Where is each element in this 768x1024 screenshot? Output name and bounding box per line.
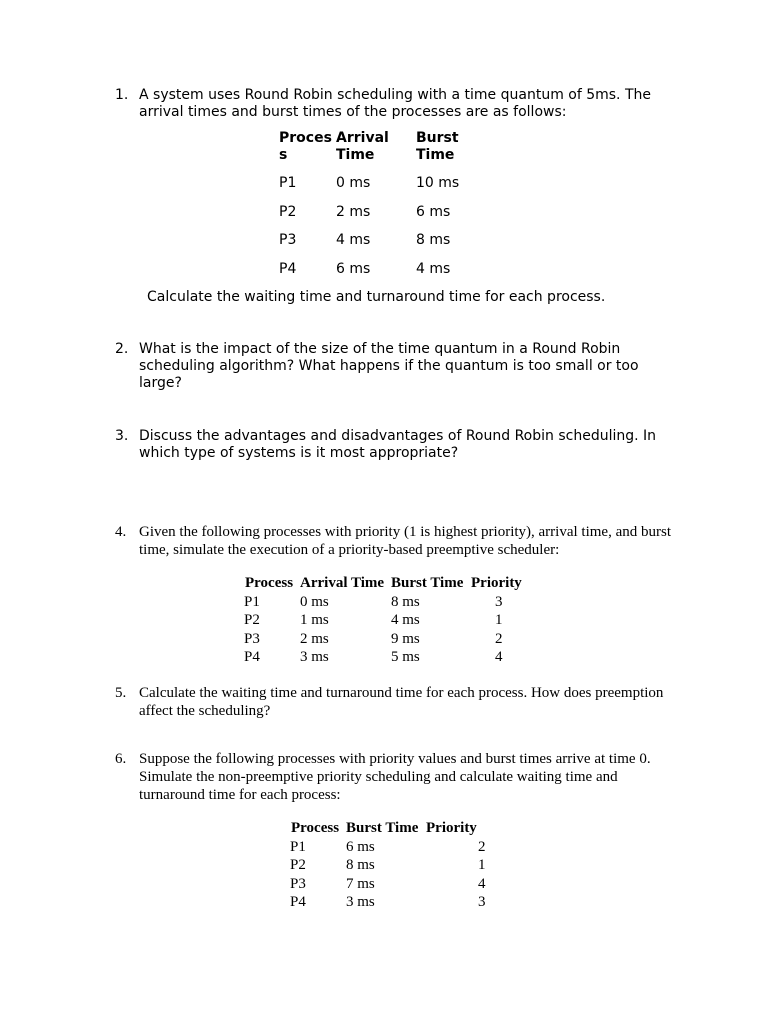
table-cell: 4 ms xyxy=(391,612,420,628)
table-row xyxy=(244,648,526,667)
column-header-arrival-time: Arrival Time xyxy=(336,130,389,163)
table-cell: 1 xyxy=(478,857,486,873)
table-cell: P2 xyxy=(290,857,306,873)
table-cell: 2 ms xyxy=(336,203,371,220)
column-header-process: Process xyxy=(291,820,340,836)
table-cell: 1 ms xyxy=(300,612,329,628)
round-robin-process-table xyxy=(279,130,476,289)
question-number: 3. xyxy=(115,428,129,444)
question-number: 2. xyxy=(115,341,129,357)
column-header-process: Proces s xyxy=(279,130,332,163)
table-row xyxy=(279,204,476,233)
table-cell: 3 ms xyxy=(300,649,329,665)
table-header-row xyxy=(279,130,476,175)
table-cell: 8 ms xyxy=(391,593,420,610)
table-cell: 5 ms xyxy=(391,649,420,665)
table-cell: P1 xyxy=(279,175,297,191)
table-cell: 4 xyxy=(478,875,486,892)
table-cell: 7 ms xyxy=(346,875,375,892)
table-row xyxy=(279,232,476,261)
table-row xyxy=(290,838,486,857)
table-row xyxy=(290,893,486,912)
table-cell: P4 xyxy=(290,894,306,910)
table-cell: P4 xyxy=(244,649,260,665)
table-cell: 4 ms xyxy=(336,232,371,248)
question-text: Discuss the advantages and disadvantages of Round Robin scheduling. In which type of systems is it most appropriate? xyxy=(139,428,657,461)
table-row xyxy=(279,175,476,204)
column-header-burst-time: Burst Time xyxy=(391,575,464,591)
table-cell: 0 ms xyxy=(336,175,371,191)
table-cell: 2 xyxy=(495,630,503,647)
table-cell: 3 ms xyxy=(346,894,375,910)
table-cell: P1 xyxy=(244,593,260,610)
table-cell: 2 xyxy=(478,838,486,855)
table-cell: 2 ms xyxy=(300,630,329,647)
column-header-priority: Priority xyxy=(426,820,477,836)
table-cell: 0 ms xyxy=(300,593,329,610)
table-cell: 4 xyxy=(495,649,503,665)
table-cell: P3 xyxy=(290,875,306,892)
question-text: Suppose the following processes with priority values and burst times arrive at time 0. Simulate the non-preemptive priority scheduling and calculate waiting time and turnaround time for each process: xyxy=(139,751,651,803)
table-row xyxy=(290,875,486,894)
table-cell: 4 ms xyxy=(416,260,451,277)
column-header-burst-time: Burst Time xyxy=(416,130,459,163)
table-header-row xyxy=(290,819,486,838)
column-header-burst-time: Burst Time xyxy=(346,820,419,836)
question-number: 5. xyxy=(115,685,127,701)
table-cell: P2 xyxy=(244,612,260,628)
table-row xyxy=(244,593,526,612)
question-text: Given the following processes with priority (1 is highest priority), arrival time, and burst time, simulate the execution of a priority-based preemptive scheduler: xyxy=(139,524,671,558)
question-text: Calculate the waiting time and turnaround time for each process. How does preemption affect the scheduling? xyxy=(139,685,664,719)
column-header-process: Process xyxy=(245,575,294,591)
table-cell: P1 xyxy=(290,838,306,855)
table-cell: 10 ms xyxy=(416,175,460,191)
table-cell: 6 ms xyxy=(416,203,451,220)
column-header-arrival-time: Arrival Time xyxy=(300,575,385,591)
table-cell: 8 ms xyxy=(346,857,375,873)
table-row xyxy=(279,261,476,290)
table-row xyxy=(290,856,486,875)
question-text: What is the impact of the size of the time quantum in a Round Robin scheduling algorithm? What happens if the quantum is too small or too large? xyxy=(139,341,639,391)
table-cell: P3 xyxy=(244,630,260,647)
table-cell: 9 ms xyxy=(391,630,420,647)
table-cell: 3 xyxy=(495,593,503,610)
question-number: 6. xyxy=(115,751,127,767)
priority-nonpreemptive-table xyxy=(290,819,486,912)
table-cell: 1 xyxy=(495,612,503,628)
priority-preemptive-table xyxy=(244,574,526,667)
table-cell: 6 ms xyxy=(346,838,375,855)
table-row xyxy=(244,611,526,630)
question-text: A system uses Round Robin scheduling with a time quantum of 5ms. The arrival times and burst times of the processes are as follows: xyxy=(139,87,651,120)
question-number: 4. xyxy=(115,524,127,540)
question-1-instruction: Calculate the waiting time and turnaround time for each process. xyxy=(147,289,606,305)
table-cell: 8 ms xyxy=(416,232,451,248)
column-header-priority: Priority xyxy=(471,575,522,591)
table-cell: P4 xyxy=(279,260,297,277)
table-header-row xyxy=(244,574,526,593)
table-cell: P3 xyxy=(279,232,297,248)
table-cell: 3 xyxy=(478,894,486,910)
table-cell: P2 xyxy=(279,203,297,220)
table-row xyxy=(244,630,526,649)
table-cell: 6 ms xyxy=(336,260,371,277)
question-number: 1. xyxy=(115,87,129,103)
